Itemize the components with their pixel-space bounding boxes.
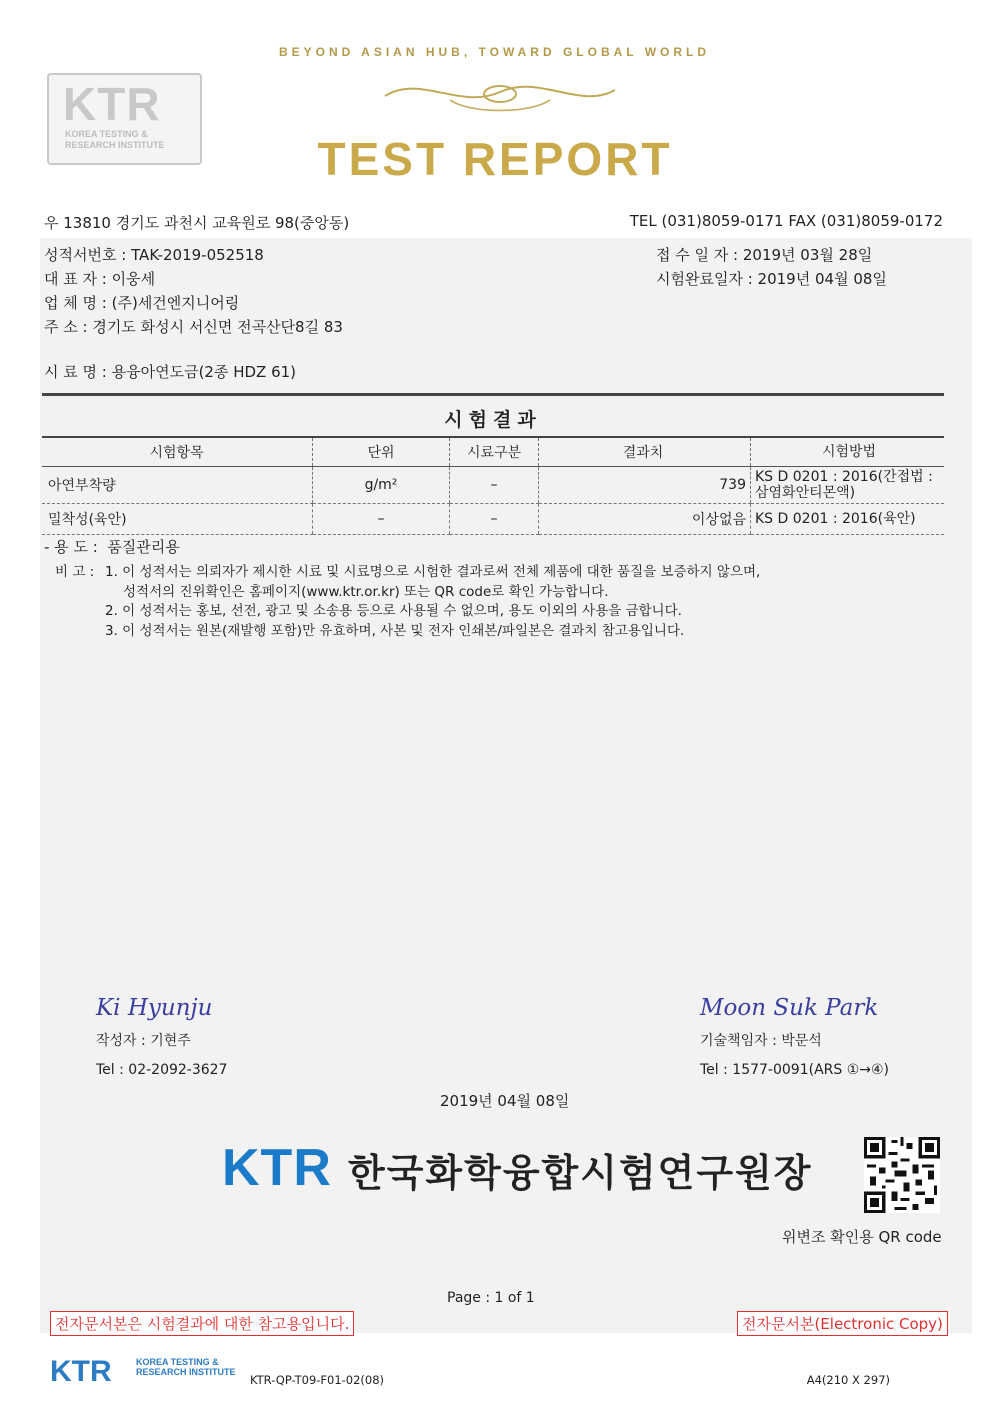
report-info-left: 성적서번호 : TAK-2019-052518 대 표 자 : 이웅세 업 체 명 : (주)세건엔지니어링 주 소 : 경기도 화성시 서신면 전곡산단8길 83 xyxy=(44,246,343,336)
col-header-unit: 단위 xyxy=(313,437,450,467)
remarks: 비 고 : 1. 이 성적서는 의뢰자가 제시한 시료 및 시료명으로 시험한 결과로써 전체 제품에 대한 품질을 보증하지 않으며, 성적서의 진위확인은 홈페이지(www.ktr.or.kr) 또는 QR code로 확인 가능합니다. 2. 이 성적서는 홍보, 선전, 광고 및 소송용 등으로 사용될 수 없으며, 용도 이외의 사용을 금합니다. 3. 이 성적서는 원본(재발행 포함)만 유효하며, 사본 및 전자 인쇄본/파일본은 결과치 참고용입니다. xyxy=(55,563,760,641)
col-header-method: 시험방법 xyxy=(751,437,945,467)
remark-2: 2. 이 성적서는 홍보, 선전, 광고 및 소송용 등으로 사용될 수 없으며, 용도 이외의 사용을 금합니다. xyxy=(105,603,682,619)
cell-result: 739 xyxy=(539,467,751,504)
table-row xyxy=(42,467,944,504)
qr-label: 위변조 확인용 QR code xyxy=(782,1228,942,1246)
qr-code-icon[interactable] xyxy=(864,1137,940,1213)
col-header-sample: 시료구분 xyxy=(450,437,539,467)
sample-name: 용융아연도금(2종 HDZ 61) xyxy=(111,363,297,381)
cell-method: KS D 0201 : 2016(육안) xyxy=(751,504,945,535)
institute-tel-fax: TEL (031)8059-0171 FAX (031)8059-0172 xyxy=(629,212,943,230)
col-header-result: 결과치 xyxy=(539,437,751,467)
report-number: TAK-2019-052518 xyxy=(131,246,264,264)
paper-size: A4(210 X 297) xyxy=(806,1373,890,1387)
manager-tel: Tel : 1577-0091(ARS ①→④) xyxy=(700,1062,889,1078)
manager-signature: Moon Suk Park xyxy=(700,995,879,1021)
report-title: TEST REPORT xyxy=(317,133,673,185)
slogan: BEYOND ASIAN HUB, TOWARD GLOBAL WORLD xyxy=(278,45,711,59)
cell-unit: g/m² xyxy=(313,467,450,504)
report-info-right: 접 수 일 자 : 2019년 03월 28일 시험완료일자 : 2019년 04월 08일 xyxy=(656,246,887,288)
usage-line: - 용 도 : 품질관리용 xyxy=(44,538,180,556)
issuer-name: 한국화학융합시험연구원장 xyxy=(348,1151,813,1195)
ornament-flourish-icon xyxy=(380,70,620,116)
page-number: Page : 1 of 1 xyxy=(447,1290,535,1306)
author-signature: Ki Hyunju xyxy=(96,995,213,1021)
electronic-copy-badge: 전자문서본(Electronic Copy) xyxy=(737,1311,948,1336)
cell-item: 아연부착량 xyxy=(42,467,313,504)
table-row xyxy=(42,504,944,535)
received-date: 2019년 03월 28일 xyxy=(742,246,873,264)
ktr-logo: KTR xyxy=(222,1139,332,1197)
company-address: 경기도 화성시 서신면 전곡산단8길 83 xyxy=(92,318,343,336)
institute-address: 우 13810 경기도 과천시 교육원로 98(중앙동) xyxy=(44,214,350,232)
form-code: KTR-QP-T09-F01-02(08) xyxy=(250,1373,385,1387)
footer-institute: KOREA TESTING & RESEARCH INSTITUTE xyxy=(136,1357,236,1377)
footer-ktr-logo: KTR xyxy=(50,1355,112,1388)
remark-3: 3. 이 성적서는 원본(재발행 포함)만 유효하며, 사본 및 전자 인쇄본/파일본은 결과치 참고용입니다. xyxy=(105,622,685,639)
cell-sample: – xyxy=(450,504,539,535)
divider xyxy=(42,393,944,396)
remark-1-cont: 성적서의 진위확인은 홈페이지(www.ktr.or.kr) 또는 QR code로 확인 가능합니다. xyxy=(123,583,609,600)
cell-result: 이상없음 xyxy=(539,504,751,535)
sample-name-row: 시 료 명 : 용융아연도금(2종 HDZ 61) xyxy=(44,363,297,381)
cell-item: 밀착성(육안) xyxy=(42,504,313,535)
manager-name: 기술책임자 : 박문석 xyxy=(700,1033,822,1049)
manager-block xyxy=(700,1027,889,1085)
electronic-copy-notice: 전자문서본은 시험결과에 대한 참고용입니다. xyxy=(50,1311,354,1336)
ktr-header-logo: KTR KOREA TESTING & RESEARCH INSTITUTE xyxy=(47,73,202,165)
cell-method: KS D 0201 : 2016(간접법 : 삼염화안티몬액) xyxy=(751,467,945,504)
issue-date: 2019년 04월 08일 xyxy=(440,1092,570,1110)
author-block xyxy=(96,1027,227,1085)
cell-sample: – xyxy=(450,467,539,504)
representative: 이웅세 xyxy=(111,270,156,288)
company-name: (주)세건엔지니어링 xyxy=(111,294,240,312)
remark-1: 1. 이 성적서는 의뢰자가 제시한 시료 및 시료명으로 시험한 결과로써 전체 제품에 대한 품질을 보증하지 않으며, xyxy=(105,564,761,580)
author-tel: Tel : 02-2092-3627 xyxy=(96,1062,228,1078)
table-header-row xyxy=(42,437,944,467)
completed-date: 2019년 04월 08일 xyxy=(757,270,887,288)
results-title: 시험결과 xyxy=(444,409,542,431)
results-table xyxy=(42,436,944,535)
usage-value: 품질관리용 xyxy=(107,538,180,556)
col-header-item: 시험항목 xyxy=(42,437,313,467)
cell-unit: – xyxy=(313,504,450,535)
author-name: 작성자 : 기현주 xyxy=(96,1033,191,1049)
